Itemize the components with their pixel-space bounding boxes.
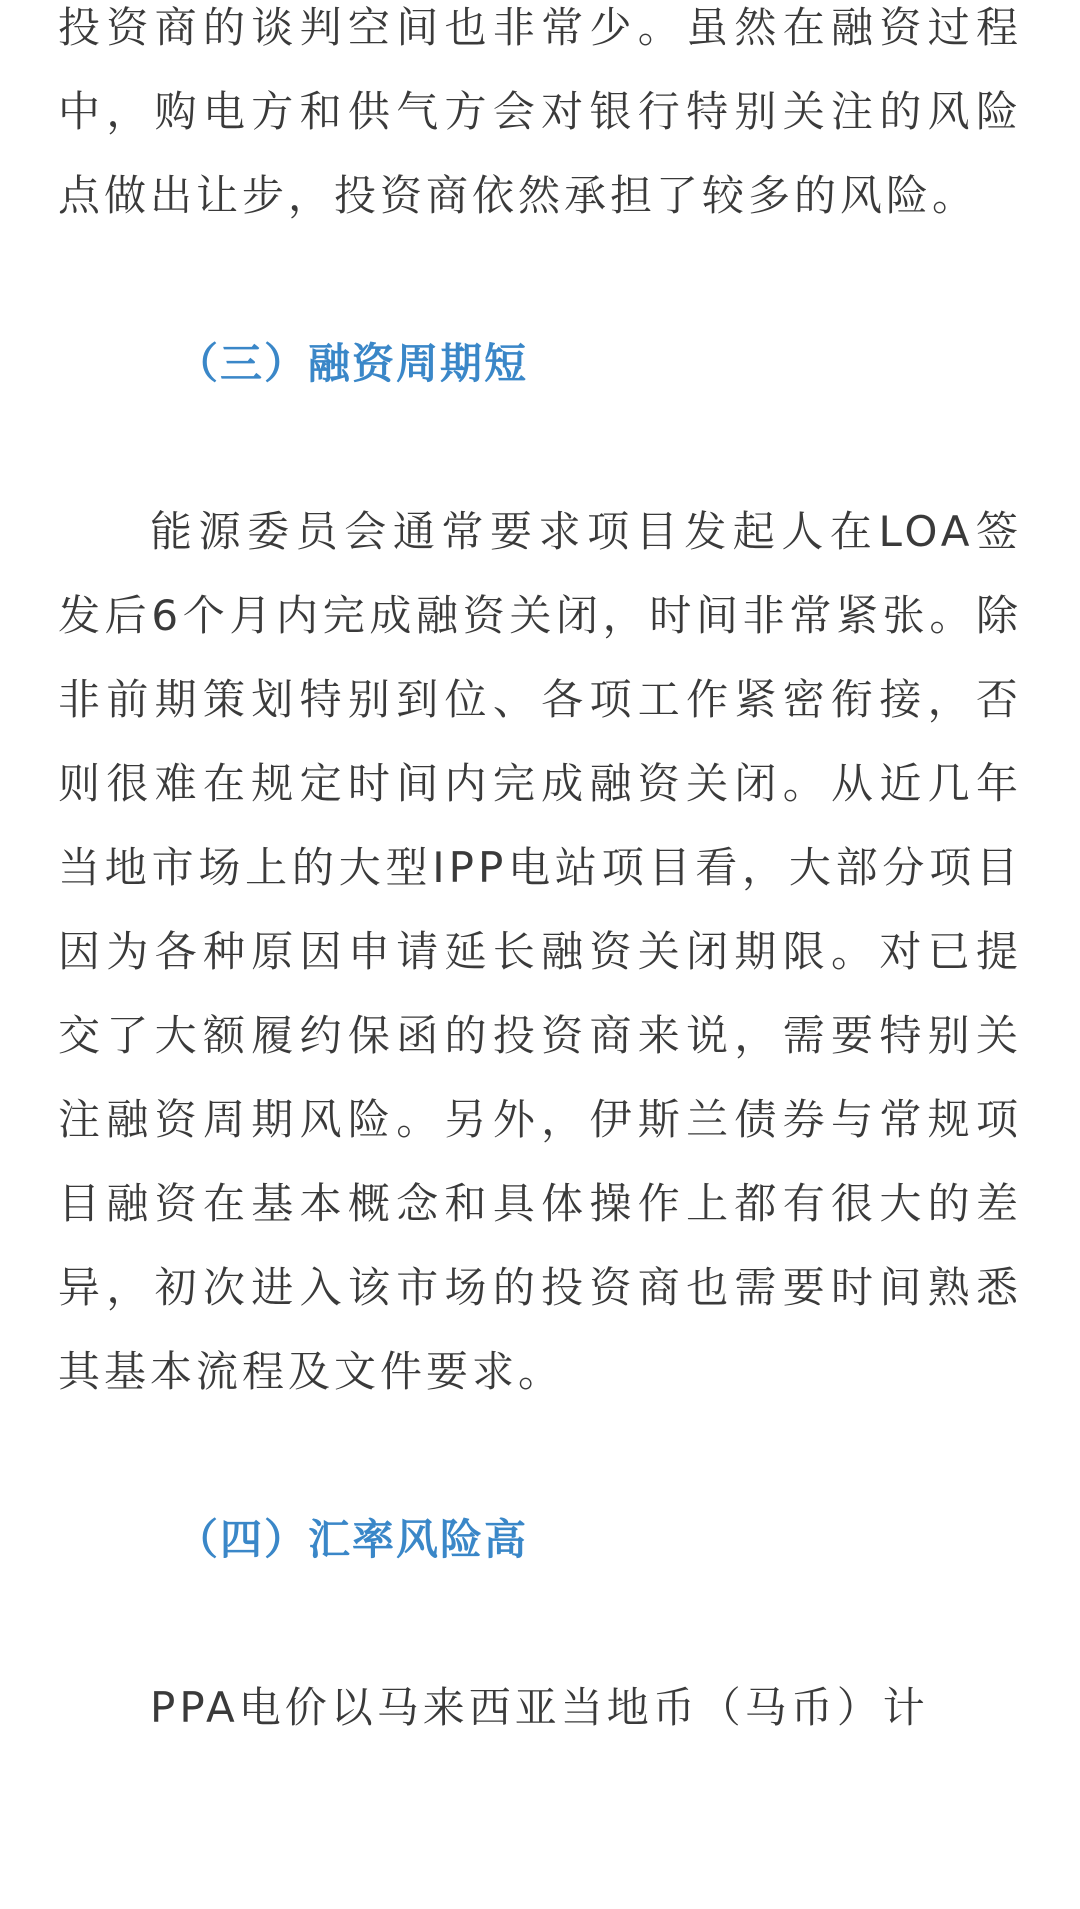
spacer (58, 1582, 1022, 1666)
spacer (58, 406, 1022, 490)
paragraph-financing-cycle: 能源委员会通常要求项目发起人在LOA签发后6个月内完成融资关闭，时间非常紧张。除非前期策划特别到位、各项工作紧密衔接，否则很难在规定时间内完成融资关闭。从近几年当地市场上的大型IPP电站项目看，大部分项目因为各种原因申请延长融资关闭期限。对已提交了大额履约保函的投资商来说，需要特别关注融资周期风险。另外，伊斯兰债券与常规项目融资在基本概念和具体操作上都有很大的差异，初次进入该市场的投资商也需要时间熟悉其基本流程及文件要求。 (58, 507, 1022, 1396)
section-heading-3: （三）融资周期短 (176, 339, 529, 388)
spacer (58, 1414, 1022, 1498)
paragraph-top: 投资商的谈判空间也非常少。虽然在融资过程中，购电方和供气方会对银行特别关注的风险点做出让步，投资商依然承担了较多的风险。 (58, 3, 1022, 220)
article-body (58, 0, 1022, 1750)
section-heading-4: （四）汇率风险高 (176, 1515, 529, 1564)
paragraph-exchange-rate: PPA电价以马来西亚当地币（马币）计 (150, 1683, 929, 1732)
spacer (58, 238, 1022, 322)
